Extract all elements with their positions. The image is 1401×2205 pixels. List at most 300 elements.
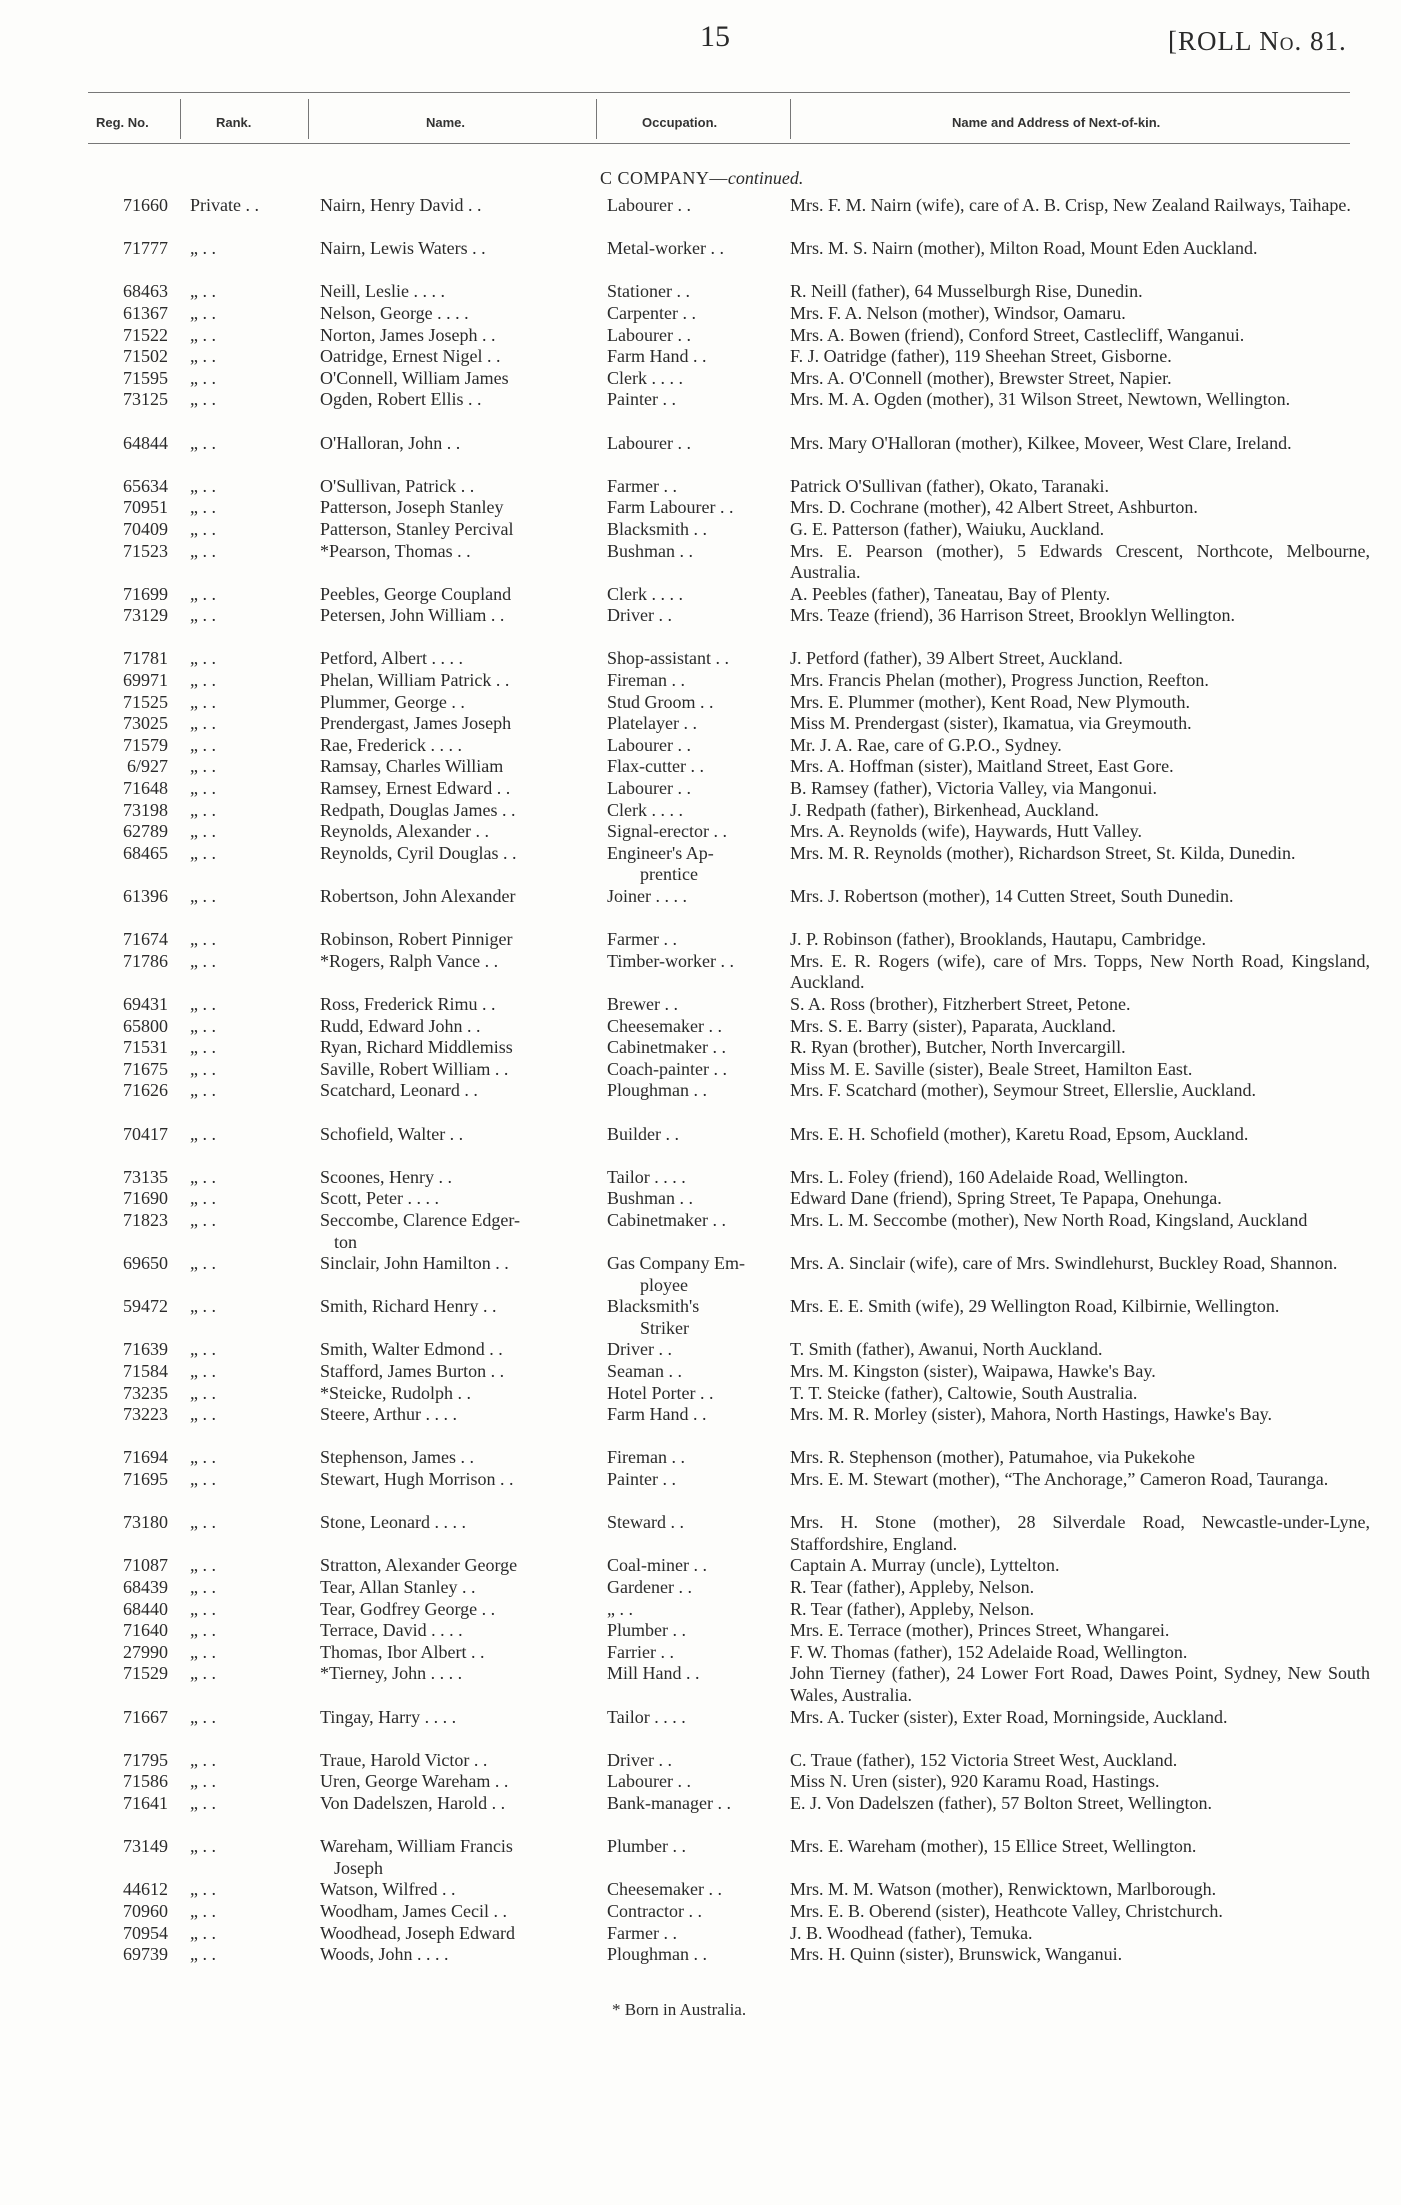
roll-row bbox=[0, 886, 1401, 929]
occupation: Clerk . . . . bbox=[607, 367, 683, 388]
roll-row bbox=[0, 1793, 1401, 1836]
occupation: Ploughman . . bbox=[607, 1080, 708, 1101]
occupation: Clerk . . . . bbox=[607, 799, 683, 820]
occupation: Farm Hand . . bbox=[607, 346, 707, 367]
roll-row bbox=[0, 778, 1401, 800]
soldier-name: Ogden, Robert Ellis . . bbox=[320, 389, 482, 410]
reg-no: 70960 bbox=[123, 1900, 168, 1921]
occupation: Contractor . . bbox=[607, 1900, 702, 1921]
roll-row bbox=[0, 605, 1401, 648]
soldier-name: Ramsey, Ernest Edward . . bbox=[320, 778, 511, 799]
next-of-kin: Mrs. Teaze (friend), 36 Harrison Street, Brooklyn Wellington. bbox=[790, 605, 1236, 626]
roll-row bbox=[0, 1037, 1401, 1059]
roll-row bbox=[0, 1296, 1401, 1339]
roll-row bbox=[0, 238, 1401, 281]
occupation: Engineer's Ap- bbox=[607, 842, 714, 863]
soldier-name: Stewart, Hugh Morrison . . bbox=[320, 1469, 514, 1490]
roll-row bbox=[0, 476, 1401, 498]
reg-no: 71586 bbox=[123, 1771, 168, 1792]
occupation: Farmer . . bbox=[607, 1922, 677, 1943]
rank: „ . . bbox=[190, 1771, 216, 1792]
soldier-name-cont: ton bbox=[334, 1231, 358, 1252]
next-of-kin: F. J. Oatridge (father), 119 Sheehan Street, Gisborne. bbox=[790, 346, 1172, 367]
reg-no: 71502 bbox=[123, 346, 168, 367]
next-of-kin: R. Tear (father), Appleby, Nelson. bbox=[790, 1577, 1035, 1597]
occupation: Shop-assistant . . bbox=[607, 648, 730, 669]
rank: „ . . bbox=[190, 1469, 216, 1490]
reg-no: 69971 bbox=[123, 670, 168, 691]
next-of-kin: Mrs. L. M. Seccombe (mother), New North Road, Kingsland, Auckland bbox=[790, 1209, 1308, 1230]
reg-no: 59472 bbox=[123, 1296, 168, 1317]
occupation: Ploughman . . bbox=[607, 1944, 708, 1965]
column-divider bbox=[180, 99, 181, 139]
rank: „ . . bbox=[190, 281, 216, 302]
soldier-name: Uren, George Wareham . . bbox=[320, 1771, 509, 1792]
next-of-kin: Mrs. S. E. Barry (sister), Paparata, Auckland. bbox=[790, 1015, 1116, 1036]
roll-row bbox=[0, 1080, 1401, 1123]
soldier-name: Plummer, George . . bbox=[320, 691, 465, 712]
next-of-kin: B. Ramsey (father), Victoria Valley, via Mangonui. bbox=[790, 778, 1157, 799]
soldier-name: Terrace, David . . . . bbox=[320, 1620, 463, 1641]
occupation: Tailor . . . . bbox=[607, 1706, 686, 1727]
soldier-name: Nelson, George . . . . bbox=[320, 302, 469, 323]
rank: „ . . bbox=[190, 324, 216, 345]
next-of-kin: Mrs. F. Scatchard (mother), Seymour Street, Ellerslie, Auckland. bbox=[790, 1080, 1256, 1101]
rank: „ . . bbox=[190, 346, 216, 367]
occupation: Cheesemaker . . bbox=[607, 1015, 722, 1036]
reg-no: 71626 bbox=[123, 1080, 168, 1101]
soldier-name: Saville, Robert William . . bbox=[320, 1058, 509, 1079]
soldier-name: Norton, James Joseph . . bbox=[320, 324, 496, 345]
rank: „ . . bbox=[190, 648, 216, 669]
roll-row bbox=[0, 648, 1401, 670]
roll-row bbox=[0, 756, 1401, 778]
reg-no: 71525 bbox=[123, 691, 168, 712]
occupation: Bushman . . bbox=[607, 1188, 694, 1209]
occupation: Joiner . . . . bbox=[607, 886, 687, 906]
roll-row bbox=[0, 541, 1401, 584]
rank: „ . . bbox=[190, 605, 216, 626]
reg-no: 73129 bbox=[123, 605, 168, 626]
soldier-name: Steere, Arthur . . . . bbox=[320, 1404, 457, 1425]
next-of-kin: Mrs. M. Kingston (sister), Waipawa, Hawke's Bay. bbox=[790, 1361, 1156, 1382]
next-of-kin: Mrs. Francis Phelan (mother), Progress Junction, Reefton. bbox=[790, 670, 1209, 691]
occupation-cont: Striker bbox=[640, 1317, 689, 1338]
occupation: Bushman . . bbox=[607, 540, 694, 561]
reg-no: 71786 bbox=[123, 950, 168, 971]
section-title: C COMPANY—continued. bbox=[600, 168, 804, 188]
next-of-kin: S. A. Ross (brother), Fitzherbert Street, Petone. bbox=[790, 993, 1131, 1014]
rank: „ . . bbox=[190, 1339, 216, 1360]
reg-no: 73125 bbox=[123, 389, 168, 410]
rank: „ . . bbox=[190, 518, 216, 539]
roll-row bbox=[0, 1750, 1401, 1772]
occupation: Flax-cutter . . bbox=[607, 756, 704, 777]
reg-no: 73198 bbox=[123, 799, 168, 820]
next-of-kin: Mrs. A. Reynolds (wife), Haywards, Hutt Valley. bbox=[790, 821, 1142, 842]
roll-row bbox=[0, 1361, 1401, 1383]
roll-row bbox=[0, 1016, 1401, 1038]
rank: „ . . bbox=[190, 1253, 216, 1274]
roll-row bbox=[0, 346, 1401, 368]
roll-row bbox=[0, 1383, 1401, 1405]
next-of-kin: Miss M. E. Saville (sister), Beale Street, Hamilton East. bbox=[790, 1058, 1193, 1079]
reg-no: 71695 bbox=[123, 1469, 168, 1490]
reg-no: 71690 bbox=[123, 1188, 168, 1209]
reg-no: 69739 bbox=[123, 1944, 168, 1965]
occupation: Painter . . bbox=[607, 389, 676, 410]
soldier-name-cont: Joseph bbox=[334, 1857, 383, 1878]
occupation: Painter . . bbox=[607, 1469, 676, 1490]
occupation: Fireman . . bbox=[607, 1447, 685, 1468]
next-of-kin: Patrick O'Sullivan (father), Okato, Taranaki. bbox=[790, 475, 1110, 496]
roll-row bbox=[0, 1944, 1401, 1966]
next-of-kin: Mrs. M. R. Morley (sister), Mahora, North Hastings, Hawke's Bay. bbox=[790, 1404, 1273, 1425]
next-of-kin: J. P. Robinson (father), Brooklands, Hautapu, Cambridge. bbox=[790, 929, 1206, 950]
occupation: Hotel Porter . . bbox=[607, 1382, 714, 1403]
column-divider bbox=[308, 99, 309, 139]
roll-row bbox=[0, 1124, 1401, 1167]
soldier-name: Woods, John . . . . bbox=[320, 1944, 449, 1965]
rank: „ . . bbox=[190, 1555, 216, 1576]
soldier-name: Scoones, Henry . . bbox=[320, 1166, 452, 1187]
reg-no: 70951 bbox=[123, 497, 168, 518]
reg-no: 70417 bbox=[123, 1123, 168, 1144]
reg-no: 44612 bbox=[123, 1879, 168, 1900]
soldier-name: Stratton, Alexander George bbox=[320, 1555, 518, 1576]
soldier-name: Robinson, Robert Pinniger bbox=[320, 929, 513, 950]
rank: „ . . bbox=[190, 1209, 216, 1230]
roll-row bbox=[0, 195, 1401, 238]
rank: „ . . bbox=[190, 475, 216, 496]
next-of-kin: Mrs. J. Robertson (mother), 14 Cutten Street, South Dunedin. bbox=[790, 886, 1234, 906]
occupation: Cheesemaker . . bbox=[607, 1879, 722, 1900]
soldier-name: Prendergast, James Joseph bbox=[320, 713, 512, 734]
col-head-occupation: Occupation. bbox=[642, 115, 718, 130]
roll-row bbox=[0, 497, 1401, 519]
occupation: Fireman . . bbox=[607, 670, 685, 691]
occupation: Driver . . bbox=[607, 1339, 672, 1360]
occupation: Clerk . . . . bbox=[607, 583, 683, 604]
roll-row bbox=[0, 1923, 1401, 1945]
next-of-kin: F. W. Thomas (father), 152 Adelaide Road, Wellington. bbox=[790, 1641, 1188, 1662]
rank: „ . . bbox=[190, 1382, 216, 1403]
reg-no: 65634 bbox=[123, 475, 168, 496]
rank: „ . . bbox=[190, 1123, 216, 1144]
roll-row bbox=[0, 1253, 1401, 1296]
rank: „ . . bbox=[190, 1058, 216, 1079]
reg-no: 71694 bbox=[123, 1447, 168, 1468]
occupation: Signal-erector . . bbox=[607, 821, 727, 842]
occupation: Timber-worker . . bbox=[607, 950, 734, 971]
reg-no: 73223 bbox=[123, 1404, 168, 1425]
next-of-kin: R. Tear (father), Appleby, Nelson. bbox=[790, 1598, 1035, 1619]
col-head-name: Name. bbox=[426, 115, 466, 130]
occupation: Labourer . . bbox=[607, 778, 691, 799]
soldier-name: Von Dadelszen, Harold . . bbox=[320, 1792, 506, 1813]
occupation: Coal-miner . . bbox=[607, 1555, 707, 1576]
next-of-kin: Mrs. E. Wareham (mother), 15 Ellice Street, Wellington. bbox=[790, 1836, 1197, 1857]
soldier-name: Traue, Harold Victor . . bbox=[320, 1749, 488, 1770]
soldier-name: Stone, Leonard . . . . bbox=[320, 1512, 466, 1533]
occupation: Gardener . . bbox=[607, 1577, 692, 1597]
rank: „ . . bbox=[190, 1879, 216, 1900]
soldier-name: Scott, Peter . . . . bbox=[320, 1188, 439, 1209]
rank: „ . . bbox=[190, 691, 216, 712]
reg-no: 71667 bbox=[123, 1706, 168, 1727]
reg-no: 71795 bbox=[123, 1749, 168, 1770]
soldier-name: O'Connell, William James bbox=[320, 367, 509, 388]
rank: „ . . bbox=[190, 799, 216, 820]
roll-row bbox=[0, 1879, 1401, 1901]
occupation: Tailor . . . . bbox=[607, 1166, 686, 1187]
soldier-name: Nairn, Lewis Waters . . bbox=[320, 238, 486, 259]
next-of-kin: T. Smith (father), Awanui, North Auckland. bbox=[790, 1339, 1103, 1360]
reg-no: 71640 bbox=[123, 1620, 168, 1641]
soldier-name: Rae, Frederick . . . . bbox=[320, 734, 462, 755]
rank: „ . . bbox=[190, 238, 216, 259]
occupation: Farmer . . bbox=[607, 929, 677, 950]
rank: „ . . bbox=[190, 929, 216, 950]
roll-row bbox=[0, 281, 1401, 303]
next-of-kin: Miss M. Prendergast (sister), Ikamatua, via Greymouth. bbox=[790, 713, 1192, 734]
roll-row bbox=[0, 800, 1401, 822]
soldier-name: Petersen, John William . . bbox=[320, 605, 505, 626]
next-of-kin: Mr. J. A. Rae, care of G.P.O., Sydney. bbox=[790, 734, 1062, 755]
next-of-kin: Mrs. H. Stone (mother), 28 Silverdale Road, Newcastle-under-Lyne, Staffordshire, England. bbox=[790, 1512, 1370, 1554]
occupation: Labourer . . bbox=[607, 1771, 691, 1792]
occupation: Stationer . . bbox=[607, 281, 690, 302]
roll-row bbox=[0, 670, 1401, 692]
soldier-name: Woodhead, Joseph Edward bbox=[320, 1922, 516, 1943]
occupation: Mill Hand . . bbox=[607, 1663, 700, 1684]
soldier-name: Rudd, Edward John . . bbox=[320, 1015, 481, 1036]
roll-row bbox=[0, 1642, 1401, 1664]
next-of-kin: Mrs. L. Foley (friend), 160 Adelaide Road, Wellington. bbox=[790, 1166, 1189, 1187]
reg-no: 68465 bbox=[123, 842, 168, 863]
soldier-name: Ryan, Richard Middlemiss bbox=[320, 1037, 513, 1058]
reg-no: 71595 bbox=[123, 367, 168, 388]
reg-no: 6/927 bbox=[126, 756, 168, 777]
next-of-kin: John Tierney (father), 24 Lower Fort Road, Dawes Point, Sydney, New South Wales, Australia. bbox=[790, 1663, 1370, 1705]
rank: „ . . bbox=[190, 389, 216, 410]
rank: Private . . bbox=[190, 195, 259, 215]
soldier-name: Thomas, Ibor Albert . . bbox=[320, 1641, 485, 1662]
roll-row bbox=[0, 1512, 1401, 1555]
rank: „ . . bbox=[190, 432, 216, 453]
roll-row bbox=[0, 1620, 1401, 1642]
roll-row bbox=[0, 1577, 1401, 1599]
rank: „ . . bbox=[190, 756, 216, 777]
next-of-kin: Mrs. D. Cochrane (mother), 42 Albert Street, Ashburton. bbox=[790, 497, 1198, 518]
next-of-kin: G. E. Patterson (father), Waiuku, Auckland. bbox=[790, 518, 1105, 539]
next-of-kin: J. Redpath (father), Birkenhead, Auckland. bbox=[790, 799, 1099, 820]
reg-no: 71699 bbox=[123, 583, 168, 604]
roll-row bbox=[0, 1469, 1401, 1512]
occupation: Farm Labourer . . bbox=[607, 497, 734, 518]
reg-no: 71675 bbox=[123, 1058, 168, 1079]
footnote: * Born in Australia. bbox=[612, 2000, 747, 2019]
roll-row bbox=[0, 1167, 1401, 1189]
rank: „ . . bbox=[190, 1404, 216, 1425]
reg-no: 73135 bbox=[123, 1166, 168, 1187]
next-of-kin: Mrs. E. H. Schofield (mother), Karetu Road, Epsom, Auckland. bbox=[790, 1123, 1249, 1144]
reg-no: 71674 bbox=[123, 929, 168, 950]
reg-no: 73180 bbox=[123, 1512, 168, 1533]
rank: „ . . bbox=[190, 1512, 216, 1533]
next-of-kin: Mrs. H. Quinn (sister), Brunswick, Wanganui. bbox=[790, 1944, 1123, 1965]
roll-row bbox=[0, 821, 1401, 843]
rank: „ . . bbox=[190, 1620, 216, 1641]
next-of-kin: Mrs. A. O'Connell (mother), Brewster Street, Napier. bbox=[790, 367, 1172, 388]
rank: „ . . bbox=[190, 993, 216, 1014]
reg-no: 71777 bbox=[123, 238, 168, 259]
next-of-kin: J. Petford (father), 39 Albert Street, Auckland. bbox=[790, 648, 1123, 669]
soldier-name: Robertson, John Alexander bbox=[320, 886, 516, 906]
rank: „ . . bbox=[190, 842, 216, 863]
occupation: Metal-worker . . bbox=[607, 238, 724, 259]
col-head-rank: Rank. bbox=[216, 115, 252, 130]
reg-no: 68439 bbox=[123, 1577, 168, 1597]
occupation: „ . . bbox=[607, 1598, 633, 1619]
roll-row bbox=[0, 325, 1401, 347]
rank: „ . . bbox=[190, 778, 216, 799]
occupation: Labourer . . bbox=[607, 324, 691, 345]
reg-no: 71823 bbox=[123, 1209, 168, 1230]
roll-row bbox=[0, 433, 1401, 476]
roll-row bbox=[0, 389, 1401, 432]
reg-no: 61396 bbox=[123, 886, 168, 906]
occupation: Blacksmith's bbox=[607, 1296, 700, 1317]
next-of-kin: Mrs. E. R. Rogers (wife), care of Mrs. Topps, New North Road, Kingsland, Auckland. bbox=[790, 950, 1370, 993]
soldier-name: Stafford, James Burton . . bbox=[320, 1361, 505, 1382]
next-of-kin: Mrs. M. M. Watson (mother), Renwicktown, Marlborough. bbox=[790, 1879, 1217, 1900]
occupation: Plumber . . bbox=[607, 1836, 686, 1857]
occupation: Blacksmith . . bbox=[607, 518, 707, 539]
soldier-name: Petford, Albert . . . . bbox=[320, 648, 463, 669]
occupation-cont: ployee bbox=[640, 1274, 688, 1295]
nominal-roll bbox=[0, 195, 1401, 1966]
soldier-name: Tear, Allan Stanley . . bbox=[320, 1577, 476, 1597]
next-of-kin: E. J. Von Dadelszen (father), 57 Bolton Street, Wellington. bbox=[790, 1792, 1212, 1813]
reg-no: 27990 bbox=[123, 1641, 168, 1662]
col-head-next-of-kin: Name and Address of Next-of-kin. bbox=[952, 115, 1161, 130]
header-rule bbox=[88, 143, 1350, 144]
roll-row bbox=[0, 1555, 1401, 1577]
soldier-name: Redpath, Douglas James . . bbox=[320, 799, 516, 820]
occupation: Farmer . . bbox=[607, 475, 677, 496]
roll-row bbox=[0, 951, 1401, 994]
col-head-reg: Reg. No. bbox=[96, 115, 149, 130]
rank: „ . . bbox=[190, 1361, 216, 1382]
soldier-name: Watson, Wilfred . . bbox=[320, 1879, 456, 1900]
rank: „ . . bbox=[190, 1296, 216, 1317]
soldier-name: Neill, Leslie . . . . bbox=[320, 281, 445, 302]
reg-no: 61367 bbox=[123, 302, 168, 323]
next-of-kin: Mrs. M. R. Reynolds (mother), Richardson Street, St. Kilda, Dunedin. bbox=[790, 842, 1296, 863]
soldier-name: Scatchard, Leonard . . bbox=[320, 1080, 478, 1101]
soldier-name: Nairn, Henry David . . bbox=[320, 195, 482, 215]
reg-no: 71660 bbox=[123, 195, 168, 215]
rank: „ . . bbox=[190, 1792, 216, 1813]
occupation: Cabinetmaker . . bbox=[607, 1037, 726, 1058]
soldier-name: Reynolds, Alexander . . bbox=[320, 821, 489, 842]
next-of-kin: Mrs. E. Terrace (mother), Princes Street, Whangarei. bbox=[790, 1620, 1170, 1641]
occupation: Cabinetmaker . . bbox=[607, 1209, 726, 1230]
reg-no: 73149 bbox=[123, 1836, 168, 1857]
roll-row bbox=[0, 1901, 1401, 1923]
occupation: Farrier . . bbox=[607, 1641, 674, 1662]
occupation: Stud Groom . . bbox=[607, 691, 714, 712]
soldier-name: Stephenson, James . . bbox=[320, 1447, 474, 1468]
roll-row bbox=[0, 1059, 1401, 1081]
next-of-kin: Mrs. E. M. Stewart (mother), “The Anchorage,” Cameron Road, Tauranga. bbox=[790, 1469, 1329, 1490]
reg-no: 68463 bbox=[123, 281, 168, 302]
roll-row bbox=[0, 1663, 1401, 1706]
occupation: Carpenter . . bbox=[607, 302, 696, 323]
occupation: Labourer . . bbox=[607, 432, 691, 453]
roll-row bbox=[0, 368, 1401, 390]
rank: „ . . bbox=[190, 1922, 216, 1943]
rank: „ . . bbox=[190, 1900, 216, 1921]
occupation: Coach-painter . . bbox=[607, 1058, 727, 1079]
reg-no: 71639 bbox=[123, 1339, 168, 1360]
next-of-kin: A. Peebles (father), Taneatau, Bay of Plenty. bbox=[790, 583, 1111, 604]
roll-row bbox=[0, 994, 1401, 1016]
roll-row bbox=[0, 735, 1401, 757]
reg-no: 71529 bbox=[123, 1663, 168, 1684]
reg-no: 64844 bbox=[123, 432, 168, 453]
soldier-name: Peebles, George Coupland bbox=[320, 583, 512, 604]
reg-no: 71531 bbox=[123, 1037, 168, 1058]
soldier-name: Sinclair, John Hamilton . . bbox=[320, 1253, 509, 1274]
next-of-kin: Miss N. Uren (sister), 920 Karamu Road, Hastings. bbox=[790, 1771, 1160, 1792]
rank: „ . . bbox=[190, 821, 216, 842]
soldier-name: Oatridge, Ernest Nigel . . bbox=[320, 346, 501, 367]
soldier-name: Reynolds, Cyril Douglas . . bbox=[320, 842, 517, 863]
soldier-name: O'Sullivan, Patrick . . bbox=[320, 475, 475, 496]
rank: „ . . bbox=[190, 670, 216, 691]
occupation: Builder . . bbox=[607, 1123, 679, 1144]
reg-no: 68440 bbox=[123, 1598, 168, 1619]
rank: „ . . bbox=[190, 1447, 216, 1468]
page-number: 15 bbox=[700, 20, 730, 53]
roll-label: [ROLL No. 81. bbox=[1168, 26, 1347, 56]
soldier-name: *Rogers, Ralph Vance . . bbox=[320, 950, 499, 971]
rank: „ . . bbox=[190, 540, 216, 561]
roll-row bbox=[0, 713, 1401, 735]
rank: „ . . bbox=[190, 886, 216, 906]
soldier-name: Tear, Godfrey George . . bbox=[320, 1598, 496, 1619]
column-divider bbox=[596, 99, 597, 139]
reg-no: 65800 bbox=[123, 1015, 168, 1036]
rank: „ . . bbox=[190, 1577, 216, 1597]
reg-no: 73235 bbox=[123, 1382, 168, 1403]
rank: „ . . bbox=[190, 1166, 216, 1187]
rank: „ . . bbox=[190, 734, 216, 755]
soldier-name: Smith, Richard Henry . . bbox=[320, 1296, 497, 1317]
next-of-kin: Mrs. A. Tucker (sister), Exter Road, Morningside, Auckland. bbox=[790, 1706, 1228, 1727]
occupation-cont: prentice bbox=[640, 864, 698, 885]
roll-row bbox=[0, 1404, 1401, 1447]
occupation: Steward . . bbox=[607, 1512, 684, 1533]
rank: „ . . bbox=[190, 1944, 216, 1965]
next-of-kin: Mrs. E. Plummer (mother), Kent Road, New Plymouth. bbox=[790, 691, 1190, 712]
rank: „ . . bbox=[190, 1080, 216, 1101]
soldier-name: O'Halloran, John . . bbox=[320, 432, 461, 453]
occupation: Seaman . . bbox=[607, 1361, 682, 1382]
rank: „ . . bbox=[190, 1598, 216, 1619]
